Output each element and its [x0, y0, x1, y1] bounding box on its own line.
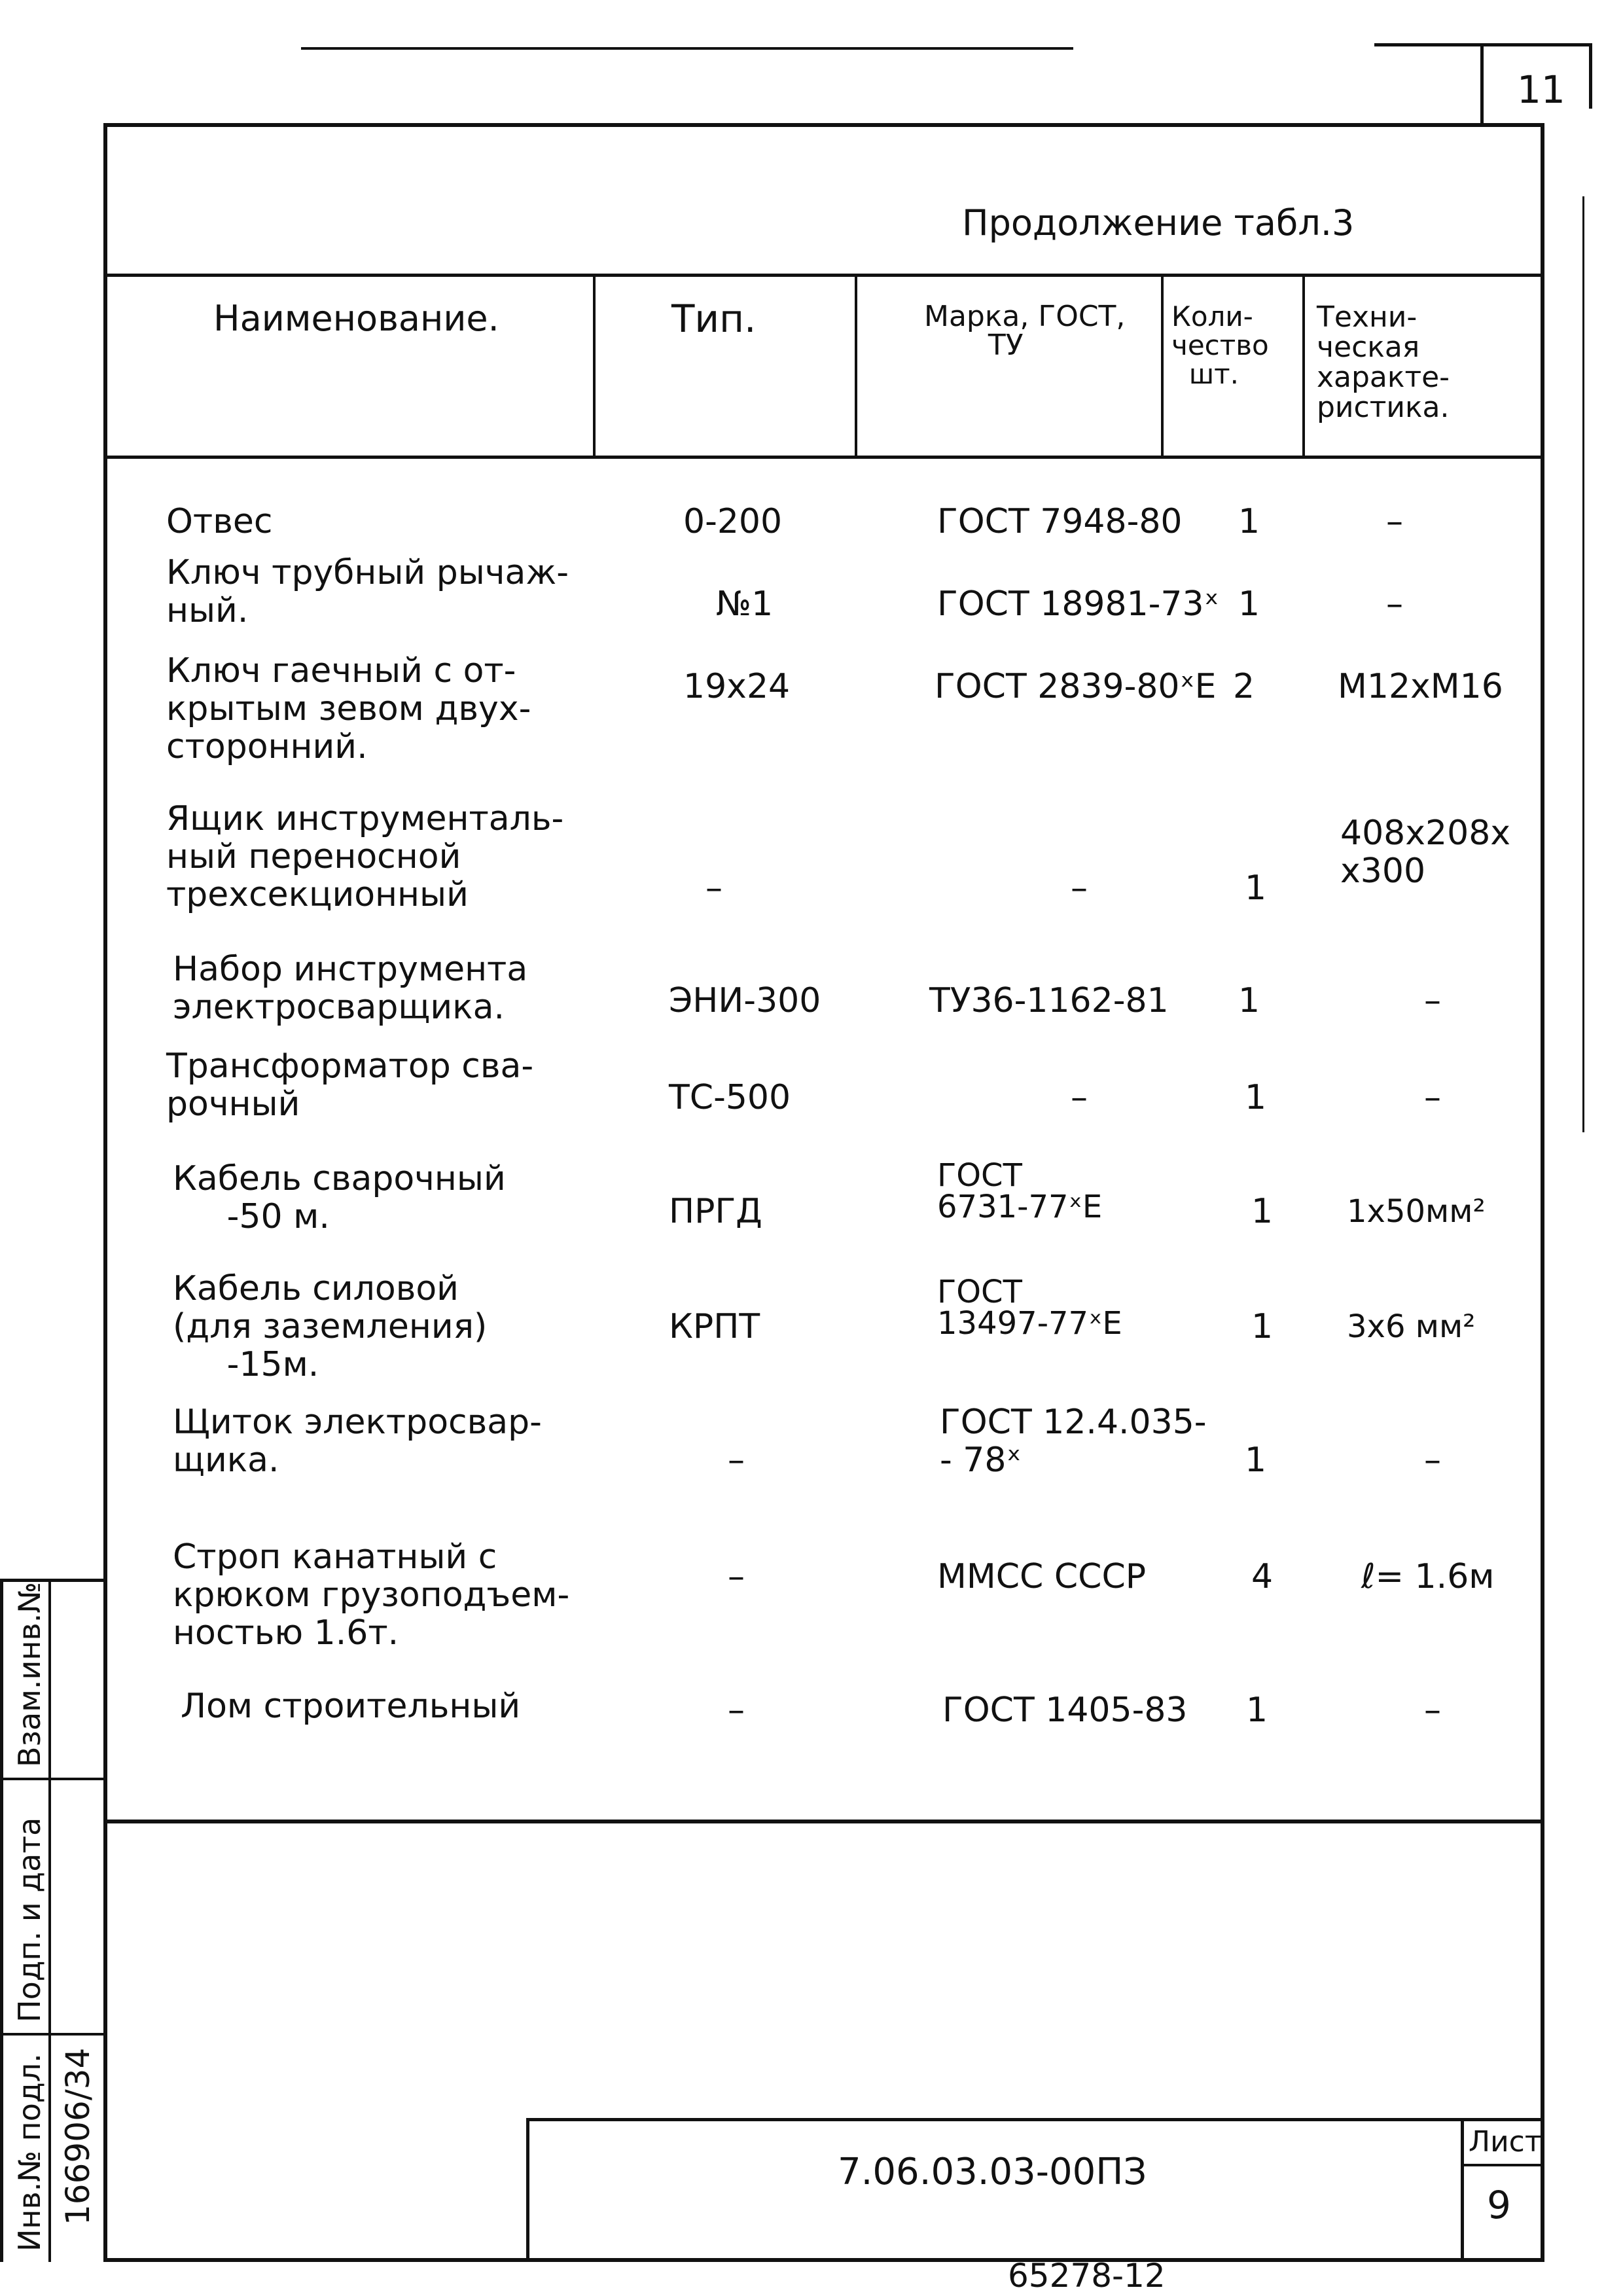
row-name: Ключ гаечный с от- крытым зевом двух- сторонний. — [166, 651, 531, 766]
row-name: Набор инструмента электросварщика. — [173, 950, 528, 1027]
row-spec: – — [1424, 1691, 1441, 1730]
footer-code: 65278-12 — [1008, 2259, 1166, 2295]
row-grade: ГОСТ 7948-80 — [937, 502, 1183, 541]
row-qty: 1 — [1245, 1078, 1267, 1117]
row-grade: ГОСТ 2839-80ˣЕ — [935, 667, 1217, 706]
row-type: ЭНИ-300 — [669, 981, 821, 1020]
title-block-left — [526, 2118, 529, 2262]
row-type: ТС-500 — [669, 1078, 791, 1117]
header-bottom-line — [103, 456, 1544, 459]
page-number-box-left — [1480, 43, 1484, 123]
row-spec: 1х50мм² — [1347, 1193, 1486, 1230]
stamp-inner-left — [48, 1579, 51, 2262]
sheet-box-left — [1461, 2118, 1464, 2262]
row-spec: М12хМ16 — [1338, 667, 1503, 706]
stamp-inv-value: 166906/34 — [59, 2047, 97, 2225]
page-number-box-right — [1589, 43, 1592, 109]
stamp-sign-label: Подп. и дата — [12, 1817, 47, 2022]
row-grade: – — [1071, 869, 1088, 908]
row-grade: ТУ36-1162-81 — [929, 981, 1169, 1020]
stamp-replace-label: Взам.инв.№ — [12, 1581, 47, 1767]
header-spec: Техни- ческая характе- ристика. — [1317, 300, 1450, 424]
header-type: Тип. — [671, 296, 757, 341]
row-spec: 408х208х х300 — [1340, 814, 1511, 891]
row-qty: 1 — [1238, 584, 1260, 624]
row-qty: 1 — [1238, 502, 1260, 541]
row-name: Ключ трубный рычаж- ный. — [166, 553, 569, 630]
row-grade: ГОСТ 6731-77ˣЕ — [937, 1157, 1103, 1225]
row-name: Щиток электросвар- щика. — [173, 1403, 542, 1480]
row-name: Строп канатный с крюком грузоподъем- ностью 1.6т. — [173, 1537, 570, 1653]
col-sep-3 — [1161, 274, 1164, 458]
continuation-label: Продолжение табл.3 — [962, 202, 1355, 243]
row-qty: 2 — [1233, 667, 1255, 706]
header-grade: Марка, ГОСТ, ТУ — [924, 300, 1126, 362]
row-qty: 1 — [1251, 1192, 1274, 1231]
page-number: 11 — [1517, 67, 1565, 112]
sheet-box-divider — [1461, 2164, 1544, 2166]
row-spec: – — [1424, 1078, 1441, 1117]
row-name: Ящик инструменталь- ный переносной трехсекционный — [166, 799, 564, 914]
row-grade: – — [1071, 1078, 1088, 1117]
row-qty: 1 — [1251, 1307, 1274, 1346]
top-rule-left — [301, 47, 1073, 50]
title-block-top — [526, 2118, 1544, 2121]
row-type: КРПТ — [669, 1307, 760, 1346]
table-bottom-line — [103, 1820, 1544, 1823]
row-type: – — [728, 1441, 745, 1480]
col-sep-2 — [855, 274, 857, 458]
stamp-div-1 — [0, 1778, 105, 1780]
row-spec: – — [1424, 1441, 1441, 1480]
row-name: Лом строительный — [181, 1687, 521, 1726]
row-spec: – — [1424, 981, 1441, 1020]
row-type: – — [728, 1691, 745, 1730]
header-top-line — [103, 274, 1544, 277]
row-qty: 1 — [1245, 869, 1267, 908]
row-spec: 3х6 мм² — [1347, 1308, 1476, 1345]
row-type: – — [728, 1557, 745, 1596]
row-type: №1 — [716, 584, 774, 624]
row-type: 19х24 — [683, 667, 791, 706]
row-type: ПРГД — [669, 1192, 762, 1231]
right-edge-stroke — [1582, 196, 1584, 1132]
doc-code: 7.06.03.03-00ПЗ — [838, 2151, 1147, 2193]
header-qty: Коли- чество шт. — [1171, 300, 1269, 390]
col-sep-1 — [593, 274, 596, 458]
row-type: – — [705, 869, 722, 908]
col-sep-4 — [1302, 274, 1305, 458]
row-grade: ГОСТ 1405-83 — [942, 1691, 1188, 1730]
row-spec: – — [1386, 502, 1403, 541]
row-name: Кабель сварочный -50 м. — [173, 1159, 506, 1236]
header-name: Наименование. — [213, 298, 499, 339]
row-spec: – — [1386, 584, 1403, 624]
row-name: Отвес — [166, 502, 273, 541]
row-qty: 1 — [1246, 1691, 1268, 1730]
stamp-div-2 — [0, 2033, 105, 2036]
sheet-number: 9 — [1487, 2183, 1511, 2227]
row-grade: ГОСТ 12.4.035- - 78ˣ — [940, 1403, 1207, 1480]
row-name: Кабель силовой (для заземления) -15м. — [173, 1269, 488, 1384]
stamp-outer-left — [0, 1579, 3, 2262]
row-name: Трансформатор сва- рочный — [166, 1047, 534, 1124]
row-qty: 4 — [1251, 1557, 1274, 1596]
sheet-label: Лист — [1469, 2125, 1542, 2159]
row-spec: ℓ= 1.6м — [1361, 1557, 1495, 1596]
row-qty: 1 — [1238, 981, 1260, 1020]
row-qty: 1 — [1245, 1441, 1267, 1480]
row-type: 0-200 — [683, 502, 783, 541]
row-grade: ГОСТ 13497-77ˣЕ — [937, 1274, 1122, 1342]
row-grade: ММСС СССР — [937, 1557, 1147, 1596]
row-grade: ГОСТ 18981-73ˣ — [937, 584, 1219, 624]
stamp-inv-label: Инв.№ подл. — [12, 2053, 47, 2251]
